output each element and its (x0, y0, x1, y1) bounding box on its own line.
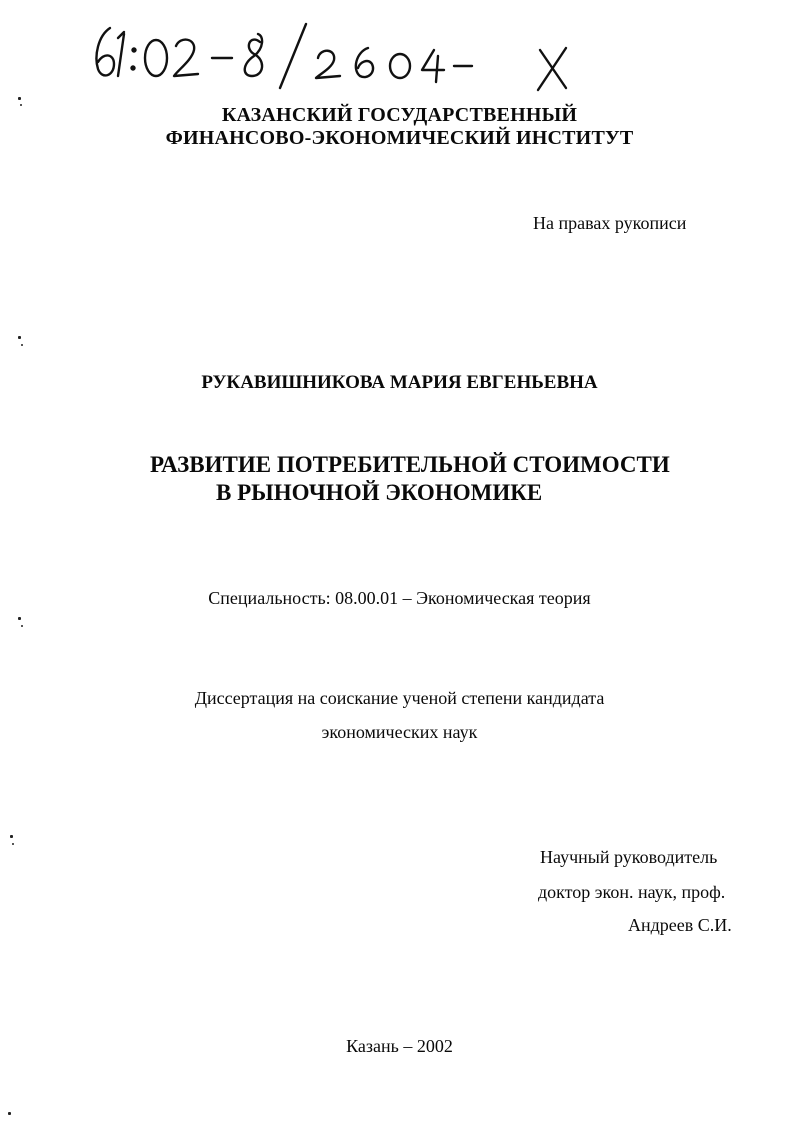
place-year: Казань – 2002 (346, 1036, 453, 1056)
supervisor-label: Научный руководитель (540, 847, 718, 867)
scan-mark (21, 344, 23, 346)
scan-mark (12, 843, 14, 845)
supervisor-degree: доктор экон. наук, проф. (538, 882, 726, 902)
scan-mark (8, 1112, 11, 1115)
author-name: РУКАВИШНИКОВА МАРИЯ ЕВГЕНЬЕВНА (201, 372, 598, 393)
scan-mark (18, 97, 21, 100)
title-line-1: РАЗВИТИЕ ПОТРЕБИТЕЛЬНОЙ СТОИМОСТИ (150, 452, 670, 477)
scan-mark (10, 835, 13, 838)
dissertation-line-2: экономических наук (321, 722, 478, 742)
scan-mark (18, 336, 21, 339)
institution-line-2: ФИНАНСОВО-ЭКОНОМИЧЕСКИЙ ИНСТИТУТ (165, 127, 634, 149)
scan-mark (18, 617, 21, 620)
handwritten-archive-number (88, 14, 608, 94)
institution-line-1: КАЗАНСКИЙ ГОСУДАРСТВЕННЫЙ (221, 104, 578, 126)
scan-mark (21, 625, 23, 627)
specialty: Специальность: 08.00.01 – Экономическая теория (208, 588, 591, 608)
manuscript-rights: На правах рукописи (533, 213, 687, 233)
dissertation-line-1: Диссертация на соискание ученой степени кандидата (194, 688, 605, 708)
title-line-2: В РЫНОЧНОЙ ЭКОНОМИКЕ (216, 480, 543, 505)
supervisor-name: Андреев С.И. (628, 915, 732, 935)
